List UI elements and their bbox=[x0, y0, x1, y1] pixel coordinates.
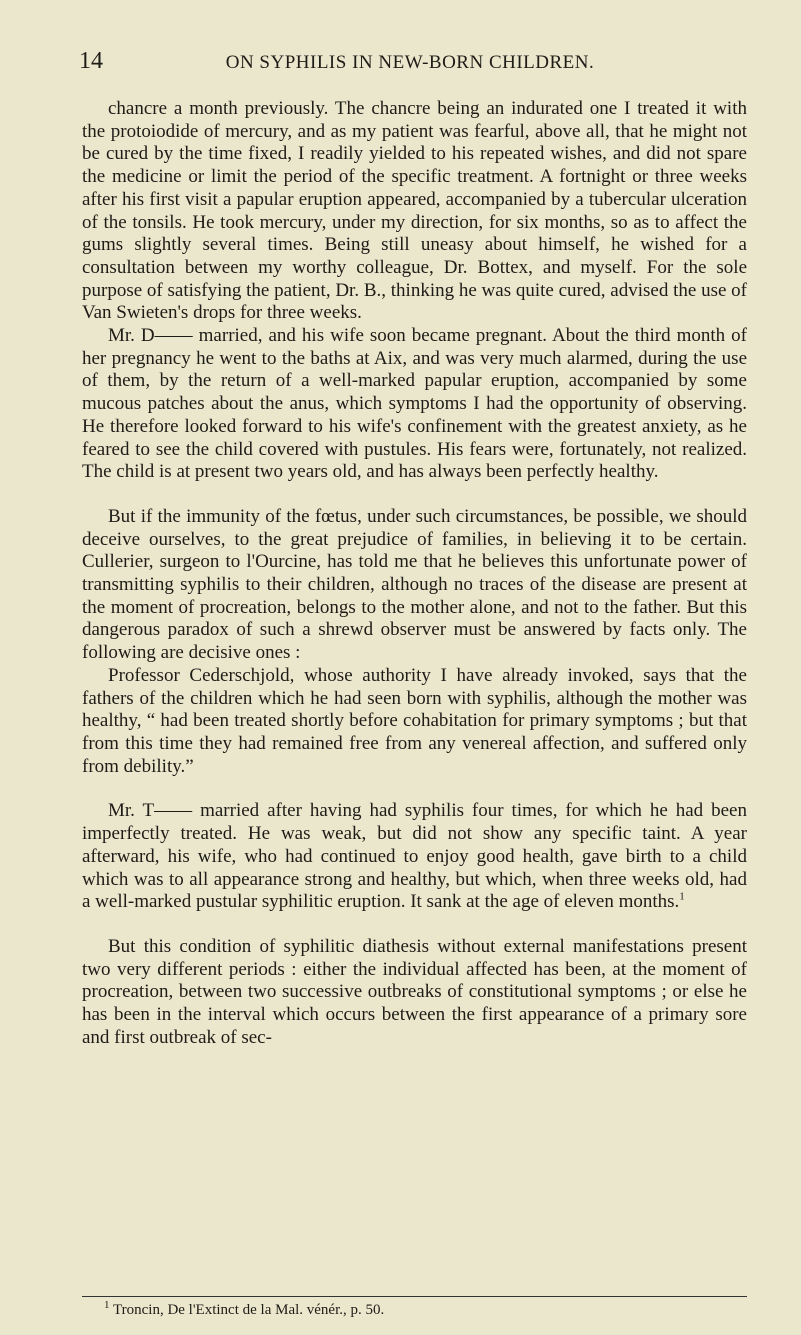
footnote-marker: 1 bbox=[104, 1299, 110, 1311]
footnote-text: Troncin, De l'Extinct de la Mal. vénér., p. 50. bbox=[112, 1302, 385, 1318]
running-title: ON SYPHILIS IN NEW-BORN CHILDREN. bbox=[225, 52, 595, 73]
paragraph-1: chancre a month previously. The chancre being an indurated one I treated it with the protoiodide of mercury, and as my patient was fearful, above all, that he might not be cured by the time fixed, I readily yielded to his repeated wishes, and did not spare the medicine or limit the period of the specific treatment. A fortnight or three weeks after his first visit a papular eruption appeared, accompanied by a tubercular ulceration of the tonsils. He took mercury, under my direction, for six months, so as to affect the gums slightly several times. Being still uneasy about himself, he wished for a consultation between my worthy colleague, Dr. Bottex, and myself. For the sole purpose of satisfying the patient, Dr. B., thinking he was quite cured, advised the use of Van Swieten's drops for three weeks. bbox=[82, 98, 747, 324]
page-number: 14 bbox=[79, 48, 103, 74]
footnote-divider bbox=[82, 1296, 747, 1297]
paragraph-2: Mr. D—— married, and his wife soon became pregnant. About the third month of her pregnancy he went to the baths at Aix, and was very much alarmed, during the use of them, by the return of a well-marked papular eruption, accompanied by some mucous patches about the anus, which symptoms I had the opportunity of observing. He therefore looked forward to his wife's confinement with the greatest anxiety, as he feared to see the child covered with pustules. His fears were, fortunately, not realized. The child is at present two years old, and has always been perfectly healthy. bbox=[82, 325, 747, 483]
paragraph-6: But this condition of syphilitic diathesis without external manifestations present two very different periods : either the individual affected has been, at the moment of procreation, between two successive outbreaks of constitutional symptoms ; or else he has been in the interval which occurs between the first appearance of a primary sore and first outbreak of sec- bbox=[82, 935, 747, 1048]
body-text bbox=[82, 98, 747, 1049]
page-header bbox=[74, 48, 746, 78]
paragraph-4: Professor Cederschjold, whose authority I have already invoked, says that the fathers of the children which he had seen born with syphilis, although the mother was healthy, “ had been treated shortly before cohabitation for primary symptoms ; but that from this time they had remained free from any venereal affection, and suffered only from debility.” bbox=[82, 664, 747, 777]
footnote bbox=[104, 1299, 744, 1319]
paragraph-3: But if the immunity of the fœtus, under such circumstances, be possible, we should deceive ourselves, to the great prejudice of families, in believing it to be certain. Cullerier, surgeon to l'Ourcine, has told me that he believes this unfortunate power of transmitting syphilis to their children, although no traces of the disease are present at the moment of procreation, belongs to the mother alone, and not to the father. But this dangerous paradox of such a shrewd observer must be answered by facts only. The following are decisive ones : bbox=[82, 505, 747, 664]
paragraph-5 bbox=[82, 800, 747, 914]
footnote-reference: 1 bbox=[679, 890, 685, 903]
paragraph-5-text: Mr. T—— married after having had syphilis four times, for which he had been imperfectly treated. He was weak, but did not show any specific taint. A year afterward, his wife, who had continued to enjoy good health, gave birth to a child which was to all appearance strong and healthy, but which, when three weeks old, had a well-marked pustular syphilitic eruption. It sank at the age of eleven months. bbox=[82, 800, 747, 913]
